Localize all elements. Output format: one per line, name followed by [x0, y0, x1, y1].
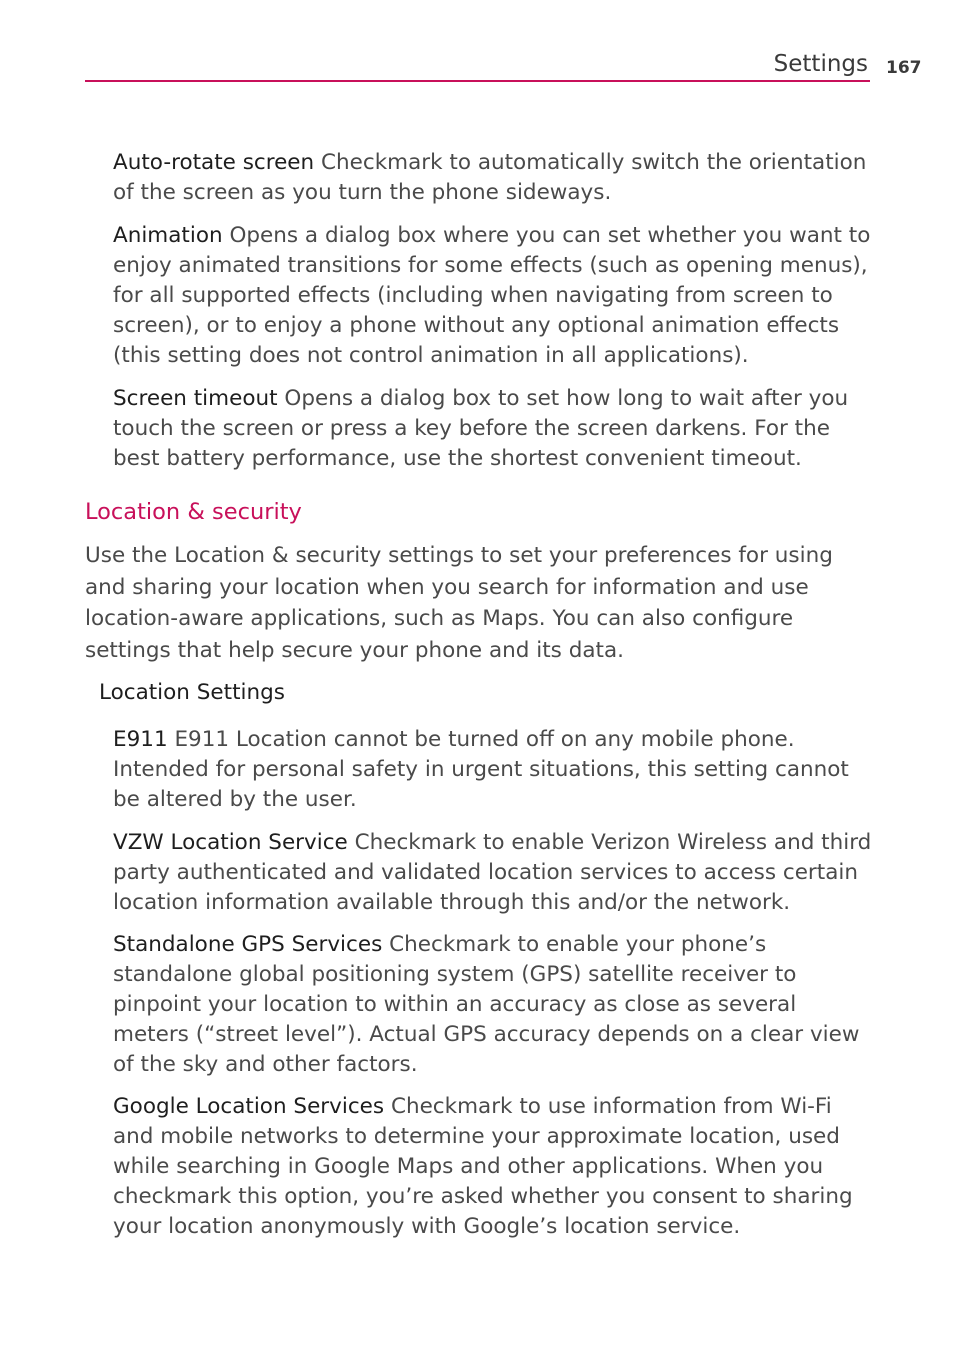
- section-heading: Location & security: [85, 499, 302, 525]
- entry-description: Checkmark to use information from Wi-Fi and mobile networks to determine your approximate location, used while searching in Google Maps and other applications. When you checkmark this option, you’re asked whether you consent to sharing your location anonymously with Google’s location service.: [113, 1094, 853, 1239]
- entry-description: Checkmark to enable your phone’s standalone global positioning system (GPS) satellite receiver to pinpoint your location to within an accuracy as close as several meters (“street level”). Actual GPS accuracy depends on a clear view of the sky and other factors.: [113, 932, 860, 1077]
- entry-screen-timeout: [113, 384, 875, 474]
- entry-standalone-gps-services: [113, 930, 875, 1080]
- entry-description: Checkmark to enable Verizon Wireless and third party authenticated and validated location services to access certain location information available through this and/or the network.: [113, 830, 872, 915]
- entry-description: Checkmark to automatically switch the orientation of the screen as you turn the phone sideways.: [113, 150, 867, 205]
- section-subheading: Location Settings: [99, 680, 285, 705]
- entry-term: Animation: [113, 223, 223, 248]
- page-header: [85, 48, 870, 82]
- entry-google-location-services: [113, 1092, 875, 1242]
- page-number: 167: [886, 58, 922, 78]
- header-title: Settings: [773, 51, 868, 77]
- entry-description: Opens a dialog box to set how long to wait after you touch the screen or press a key before the screen darkens. For the best battery performance, use the shortest convenient timeout.: [113, 386, 849, 471]
- entry-term: Standalone GPS Services: [113, 932, 383, 957]
- header-rule: [85, 80, 870, 82]
- entry-description: E911 Location cannot be turned off on any mobile phone. Intended for personal safety in urgent situations, this setting cannot be altered by the user.: [113, 727, 849, 812]
- entry-e911: [113, 725, 875, 815]
- entry-term: VZW Location Service: [113, 830, 348, 855]
- entry-term: Google Location Services: [113, 1094, 385, 1119]
- entry-term: Auto-rotate screen: [113, 150, 315, 175]
- entry-animation: [113, 221, 875, 371]
- entry-auto-rotate-screen: [113, 148, 875, 208]
- entry-term: E911: [113, 727, 168, 752]
- entry-term: Screen timeout: [113, 386, 278, 411]
- section-intro: Use the Location & security settings to set your preferences for using and sharing your location when you search for information and use location-aware applications, such as Maps. You can also configure settings that help secure your phone and its data.: [85, 543, 833, 663]
- entry-vzw-location-service: [113, 828, 875, 918]
- entry-description: Opens a dialog box where you can set whether you want to enjoy animated transitions for some effects (such as opening menus), for all supported effects (including when navigating from screen to screen), or to enjoy a phone without any optional animation effects (this setting does not control animation in all applications).: [113, 223, 871, 368]
